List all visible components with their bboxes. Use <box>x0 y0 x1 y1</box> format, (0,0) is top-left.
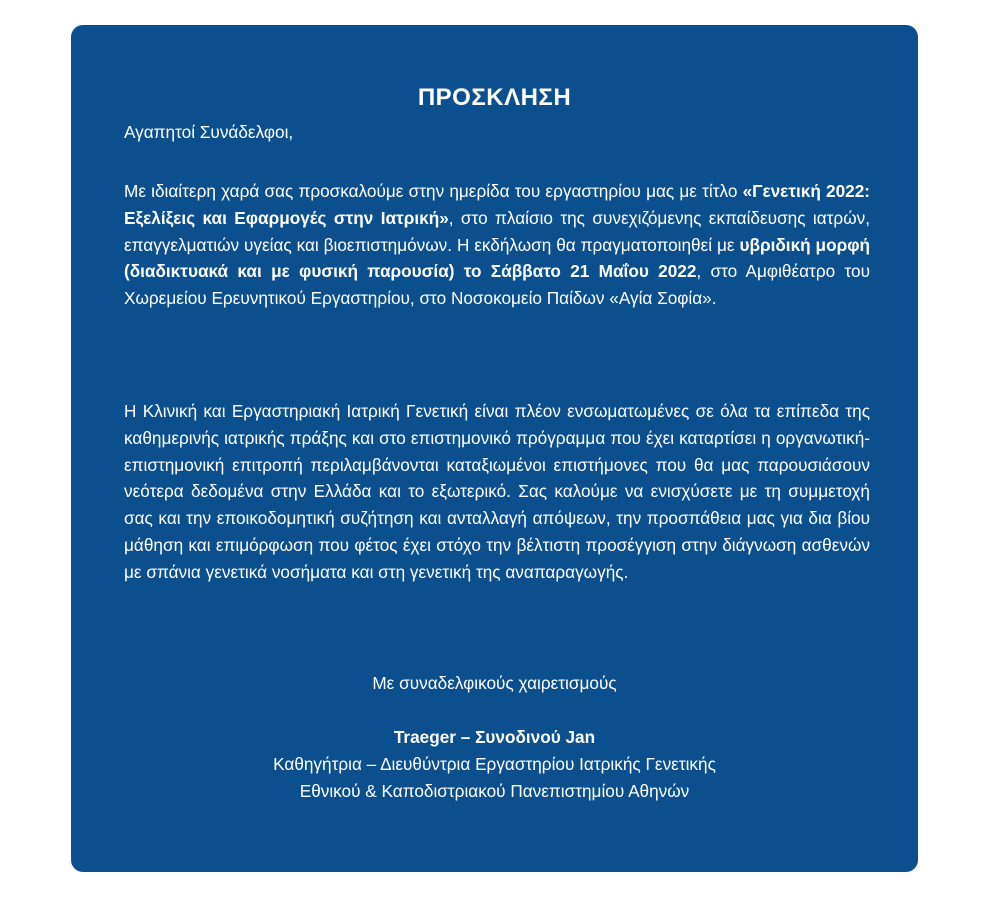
signature-name: Traeger – Συνοδινού Jan <box>393 727 596 747</box>
signature-institution: Εθνικού & Καποδιστριακού Πανεπιστημίου Αθηνών <box>299 780 690 801</box>
invitation-paragraph-1 <box>124 178 870 312</box>
paragraph-1-venue: , στο Αμφιθέατρο του Χωρεμείου Ερευνητικού Εργαστηρίου, στο Νοσοκομείο Παίδων «Αγία Σοφία». <box>124 261 870 309</box>
invitation-paragraph-2 <box>124 398 870 586</box>
invitation-card <box>71 25 918 872</box>
event-title: «Γενετική 2022: Εξελίξεις και Εφαρμογές στην Ιατρική» <box>124 181 871 228</box>
signature-role: Καθηγήτρια – Διευθύντρια Εργαστηρίου Ιατρικής Γενετικής <box>273 753 716 774</box>
signature-block <box>71 724 918 804</box>
closing-salutation: Με συναδελφικούς χαιρετισμούς <box>372 673 617 693</box>
invitation-title: ΠΡΟΣΚΛΗΣΗ <box>417 84 572 111</box>
paragraph-1-intro: Με ιδιαίτερη χαρά σας προσκαλούμε στην ημερίδα του εργαστηρίου μας με τίτλο <box>124 181 743 201</box>
paragraph-1-middle: , στο πλαίσιο της συνεχιζόμενης εκπαίδευσης ιατρών, επαγγελματιών υγείας και βιοεπιστημόνων. Η εκδήλωση θα πραγματοποιηθεί με <box>124 207 870 255</box>
paragraph-2-text: Η Κλινική και Εργαστηριακή Ιατρική Γενετική είναι πλέον ενσωματωμένες σε όλα τα επίπεδα της καθημερινής ιατρικής πράξης και στο επιστημονικό πρόγραμμα που έχει καταρτίσει η οργανωτική-επιστημονική επιτροπή περιλαμβάνονται καταξιωμένοι επιστήμονες που θα μας παρουσιάσουν νεότερα δεδομένα στην Ελλάδα και το εξωτερικό. Σας καλούμε να ενισχύσετε με τη συμμετοχή σας και την εποικοδομητική συζήτηση και ανταλλαγή απόψεων, την προσπάθεια μας για δια βίου μάθηση και επιμόρφωση που φέτος έχει στόχο την βέλτιστη προσέγγιση στην διάγνωση ασθενών με σπάνια γενετικά νοσήματα και στη γενετική της αναπαραγωγής. <box>124 401 870 582</box>
event-format-date: υβριδική μορφή (διαδικτυακά και με φυσική παρουσία) το Σάββατο 21 Μαΐου 2022 <box>124 234 870 282</box>
greeting: Αγαπητοί Συνάδελφοι, <box>124 122 294 142</box>
